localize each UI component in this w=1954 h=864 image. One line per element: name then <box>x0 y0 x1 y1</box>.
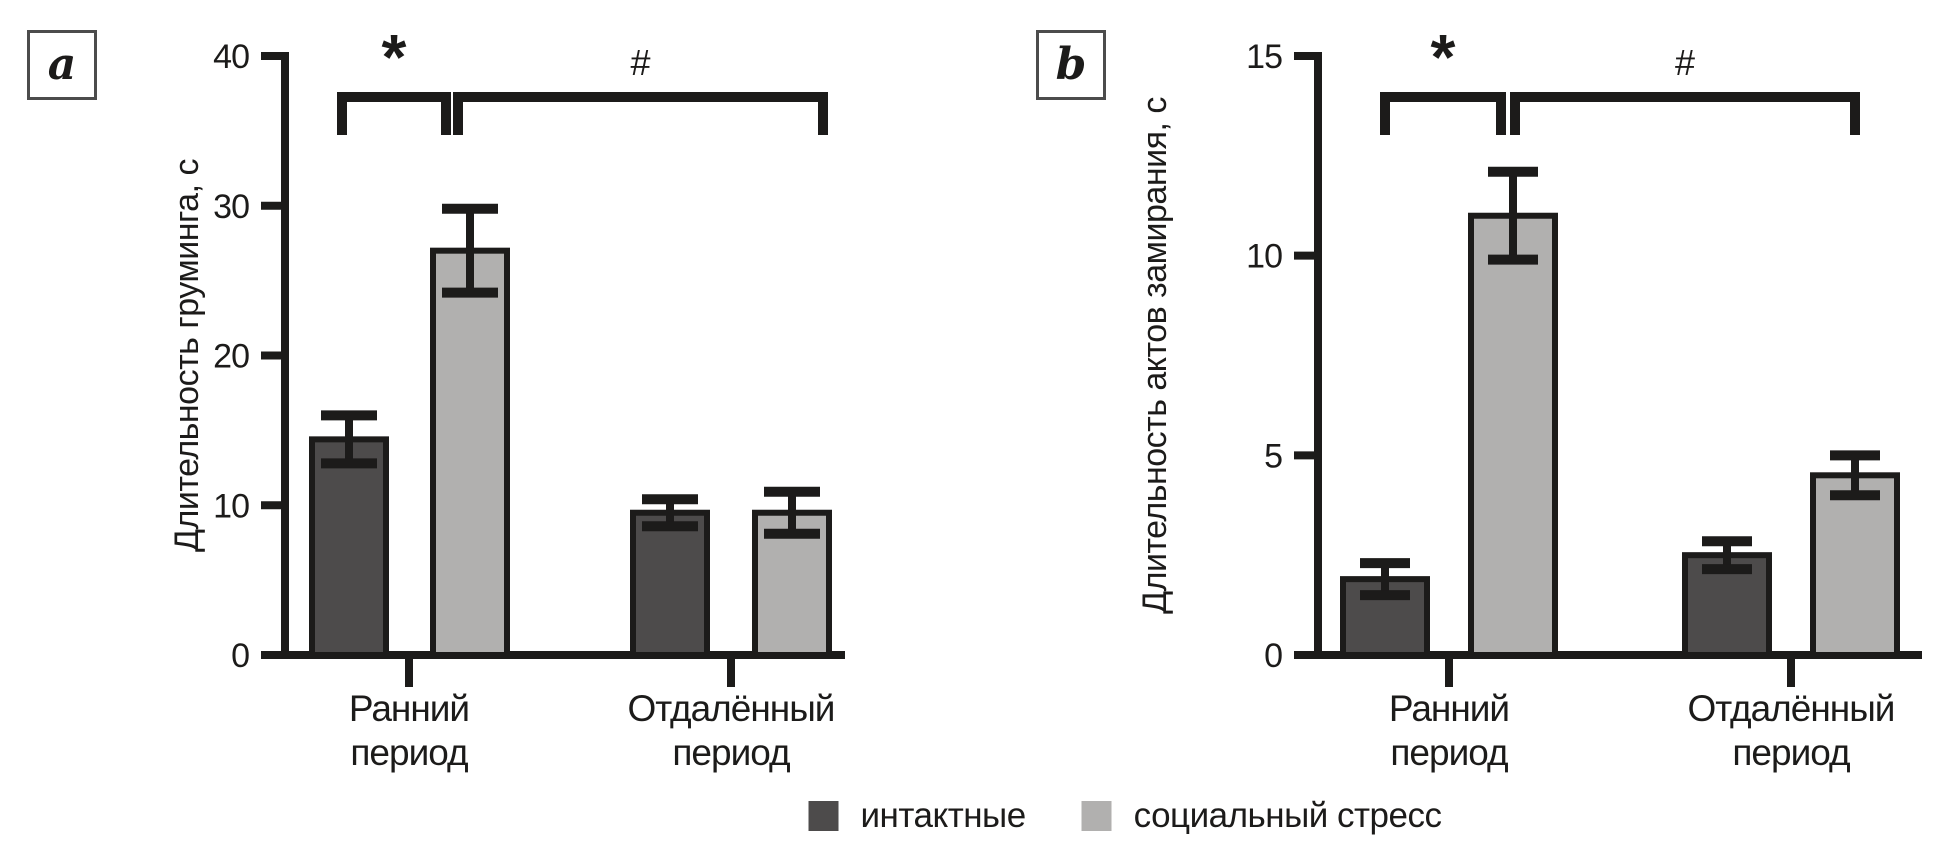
chart-panel-b <box>1136 21 1922 773</box>
y-tick-label: 10 <box>1246 237 1282 276</box>
chart-panel-a <box>168 21 845 773</box>
category-label-line1: Отдалённый <box>627 688 835 729</box>
y-tick-label: 10 <box>213 487 249 526</box>
legend-swatch-dark <box>809 801 839 831</box>
bar-интактные <box>633 513 707 655</box>
y-tick-label: 20 <box>213 337 249 376</box>
bar-социальный стресс <box>433 251 507 655</box>
y-tick-label: 0 <box>1264 637 1282 675</box>
bar-интактные <box>312 439 386 655</box>
category-label-line1: Ранний <box>348 688 470 729</box>
y-axis-title: Длительность актов замирания, с <box>1136 97 1174 614</box>
category-label-line2: период <box>672 732 790 773</box>
significance-symbol-#: # <box>630 42 651 83</box>
panel-a-letter: a <box>47 39 77 90</box>
category-label-line1: Ранний <box>1388 688 1510 729</box>
legend-item-social-stress <box>1082 796 1442 836</box>
bar-социальный стресс <box>1813 475 1897 655</box>
legend-label-social-stress: социальный стресс <box>1133 796 1442 835</box>
significance-symbol-#: # <box>1674 42 1696 83</box>
significance-symbol-*: * <box>1430 21 1456 93</box>
category-label-line2: период <box>1390 732 1508 773</box>
legend-swatch-light <box>1082 801 1112 831</box>
y-tick-label: 30 <box>213 187 249 226</box>
category-label-line2: период <box>350 732 468 773</box>
y-axis-title: Длительность груминга, с <box>168 159 206 552</box>
legend <box>809 796 1442 836</box>
significance-bracket <box>1515 97 1855 135</box>
y-tick-label: 40 <box>213 38 249 76</box>
legend-label-intact: интактные <box>860 796 1026 835</box>
significance-bracket <box>458 97 823 135</box>
significance-bracket <box>1385 97 1501 135</box>
y-tick-label: 5 <box>1264 437 1282 476</box>
panel-b-letter-box <box>1036 30 1106 100</box>
legend-item-intact <box>809 796 1026 836</box>
significance-bracket <box>342 97 446 135</box>
panel-a-letter-box <box>27 30 97 100</box>
panel-b-letter: b <box>1055 39 1087 90</box>
significance-symbol-*: * <box>381 21 407 93</box>
y-tick-label: 0 <box>231 637 249 675</box>
category-label-line1: Отдалённый <box>1687 688 1895 729</box>
bar-социальный стресс <box>1471 216 1555 655</box>
category-label-line2: период <box>1732 732 1850 773</box>
y-tick-label: 15 <box>1246 38 1282 76</box>
